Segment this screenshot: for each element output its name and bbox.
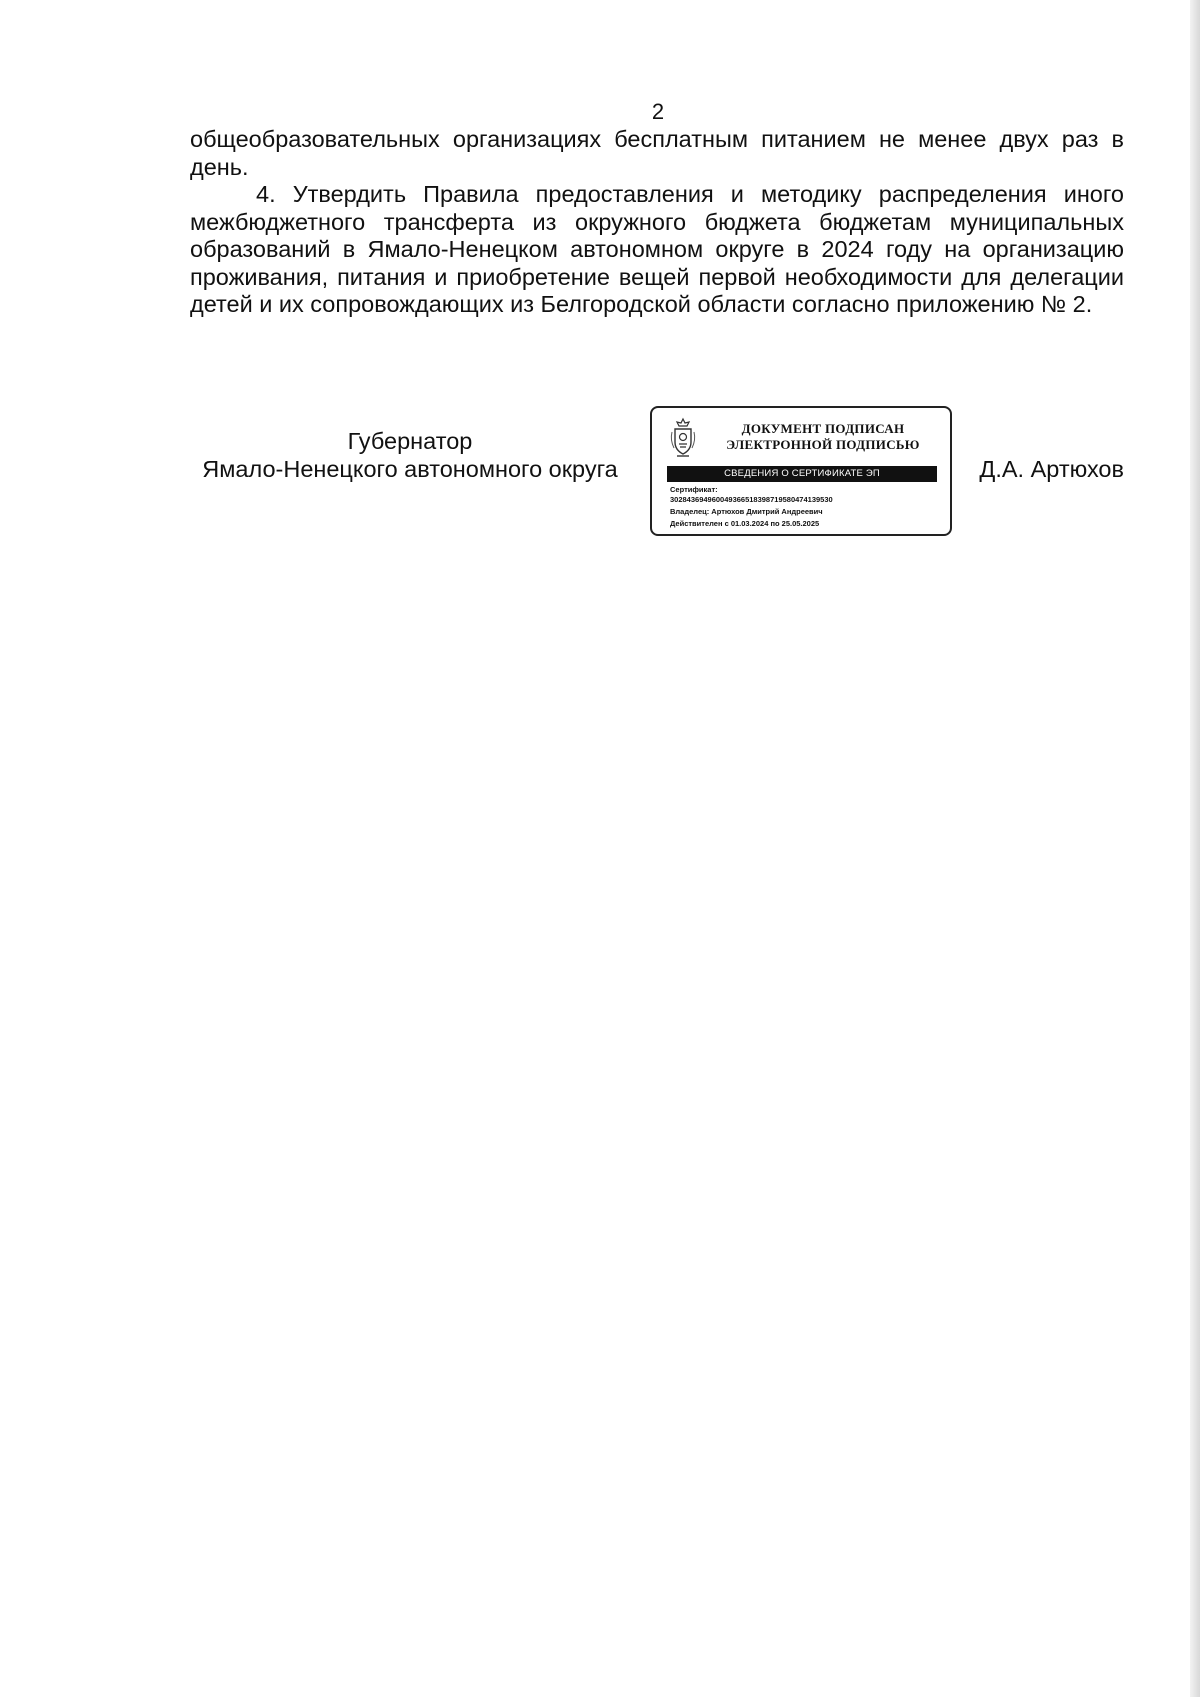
stamp-title	[708, 421, 938, 453]
stamp-title-line2: ЭЛЕКТРОННОЙ ПОДПИСЬЮ	[726, 437, 920, 452]
stamp-validity: Действителен с 01.03.2024 по 25.05.2025	[670, 519, 820, 528]
stamp-owner: Владелец: Артюхов Дмитрий Андреевич	[670, 507, 823, 516]
electronic-signature-stamp	[650, 406, 952, 536]
stamp-title-line1: ДОКУМЕНТ ПОДПИСАН	[741, 421, 905, 436]
signatory-name: Д.А. Артюхов	[979, 456, 1124, 482]
stamp-certificate-number: 302843694960049366518398719580474139530	[670, 495, 833, 504]
page-number: 2	[651, 99, 665, 124]
document-body	[190, 126, 1124, 319]
signatory-position-line2: Ямало-Ненецкого автономного округа	[202, 456, 618, 482]
stamp-certificate-label: Сертификат:	[670, 485, 718, 494]
signatory-position	[190, 427, 630, 483]
paragraph-item-4: 4. Утвердить Правила предоставления и методику распределения иного межбюджетного трансферта из окружного бюджета бюджетам муниципальных образований в Ямало-Ненецком автономном округе в 2024 году на организацию проживания, питания и приобретение вещей первой необходимости для делегации детей и их сопровождающих из Белгородской области согласно приложению № 2.	[190, 181, 1124, 317]
page-edge-shadow	[1190, 0, 1200, 1697]
paragraph-continuation: общеобразовательных организациях бесплатным питанием не менее двух раз в день.	[190, 126, 1124, 180]
signatory-position-line1: Губернатор	[347, 428, 473, 454]
coat-of-arms-icon	[668, 416, 698, 460]
stamp-certificate-bar: СВЕДЕНИЯ О СЕРТИФИКАТЕ ЭП	[667, 466, 937, 482]
